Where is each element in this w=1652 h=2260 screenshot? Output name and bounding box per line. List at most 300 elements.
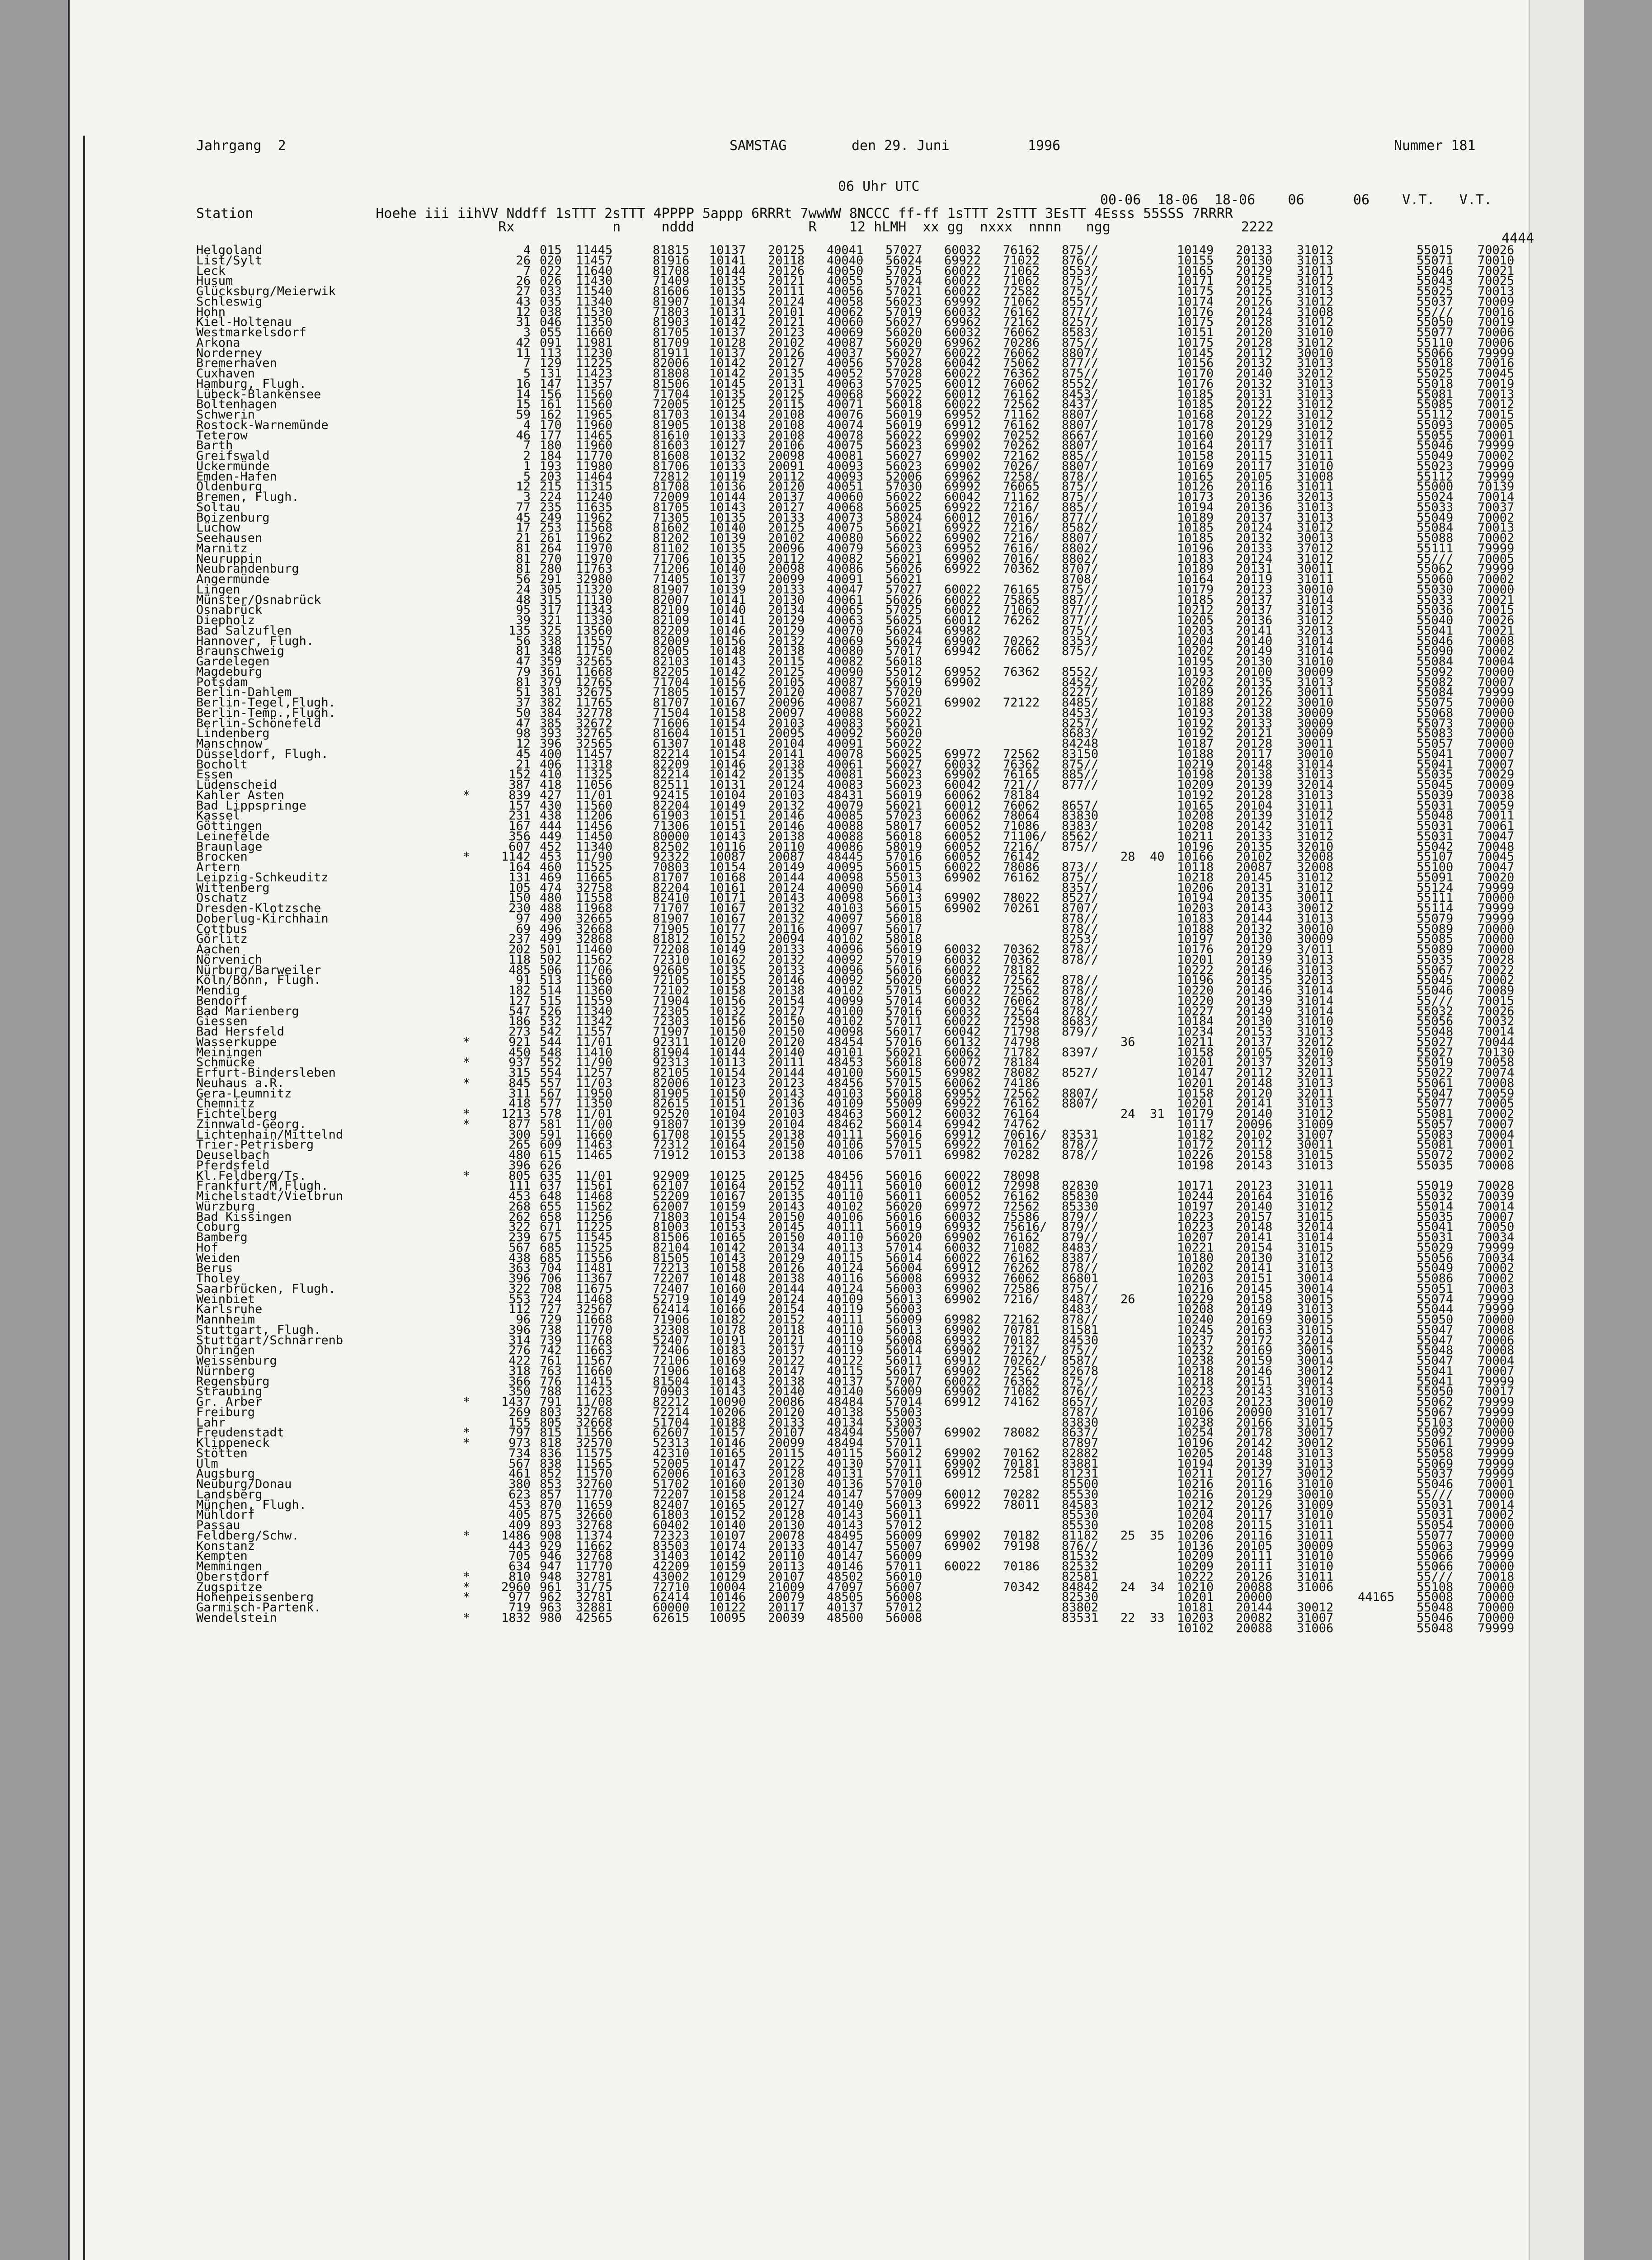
sunshine: 55033 (1417, 593, 1454, 607)
station-name: Lübeck-Blankensee (196, 387, 321, 401)
table-row (196, 420, 1543, 431)
clouds: 8557/ (1062, 294, 1099, 309)
precipitation: 69962 (944, 469, 981, 484)
n-dd-ff: 71706 (653, 551, 690, 566)
min-temp: 20164 (1236, 1189, 1273, 1203)
table-row (196, 1603, 1543, 1613)
sunshine: 55049 (1417, 449, 1454, 463)
n-dd-ff: 82103 (653, 654, 690, 669)
station-height: 157 (508, 798, 531, 813)
station-height: 268 (508, 1199, 531, 1214)
temperature: 10156 (709, 993, 746, 1008)
precipitation: 69912 (944, 1467, 981, 1481)
n-dd-ff: 82009 (653, 634, 690, 648)
dewpoint: 20091 (768, 459, 805, 473)
sunshine: 55083 (1417, 1127, 1454, 1142)
max-temp: 10201 (1177, 1097, 1214, 1111)
precipitation: 69902 (944, 1539, 981, 1553)
clouds: 87897 (1062, 1436, 1099, 1450)
ground-min: 31011 (1297, 572, 1334, 586)
station-height: 553 (508, 1292, 531, 1306)
temperature: 10120 (709, 1035, 746, 1049)
table-row (196, 379, 1543, 390)
clouds: 875// (1062, 839, 1099, 854)
sunshine: 55090 (1417, 644, 1454, 659)
min-temp: 20148 (1236, 757, 1273, 772)
max-temp: 10147 (1177, 1066, 1214, 1080)
clouds: 8453/ (1062, 706, 1099, 720)
station-name: Ulm (196, 1456, 218, 1471)
temperature: 10149 (709, 1292, 746, 1306)
tendency: 56021 (885, 551, 922, 566)
sunshine: 55062 (1417, 562, 1454, 576)
n-dd-ff: 81707 (653, 696, 690, 710)
clouds: 81581 (1062, 1323, 1099, 1337)
dewpoint: 20138 (768, 1374, 805, 1389)
sunshine: 55044 (1417, 1302, 1454, 1317)
rain-total: 70021 (1478, 593, 1515, 607)
clouds: 878// (1062, 1313, 1099, 1327)
weather: 76062 (1003, 644, 1040, 659)
tendency: 56014 (885, 1117, 922, 1131)
table-row (196, 870, 1543, 885)
station-index: 449 (540, 829, 562, 843)
tendency: 56008 (885, 1333, 922, 1347)
n-dd-ff: 71912 (653, 1148, 690, 1162)
table-row (196, 1569, 1543, 1584)
n-dd-ff: 81907 (653, 294, 690, 309)
sunshine: 55046 (1417, 1610, 1454, 1625)
ir-ix-h-vv: 11481 (576, 1261, 613, 1276)
clouds: 877// (1062, 356, 1099, 371)
sunshine: 55048 (1417, 1343, 1454, 1358)
dewpoint: 20116 (768, 922, 805, 936)
n-dd-ff: 72303 (653, 1014, 690, 1029)
rain-total: 79999 (1478, 438, 1515, 453)
max-temp: 10168 (1177, 408, 1214, 422)
clouds: 8807/ (1062, 1097, 1099, 1111)
ir-ix-h-vv: 32565 (576, 654, 613, 669)
rain-total: 70013 (1478, 521, 1515, 535)
station-name: Leipzig-Schkeuditz (196, 870, 329, 885)
sunshine: 55057 (1417, 1117, 1454, 1131)
pressure: 40111 (827, 1179, 864, 1193)
station-height: 480 (508, 1148, 531, 1162)
max-temp: 10223 (1177, 1210, 1214, 1224)
station-height: 623 (508, 1487, 531, 1502)
min-temp: 20126 (1236, 1569, 1273, 1584)
table-row (196, 767, 1543, 782)
station-height: 797 (508, 1426, 531, 1440)
min-temp: 20140 (1236, 1199, 1273, 1214)
rain-total: 70002 (1478, 1261, 1515, 1276)
tendency: 55013 (885, 870, 922, 885)
dewpoint: 20133 (768, 942, 805, 956)
sunshine: 55036 (1417, 603, 1454, 617)
dewpoint: 20102 (768, 335, 805, 350)
temperature: 10137 (709, 572, 746, 586)
pressure: 40124 (827, 1281, 864, 1296)
ir-ix-h-vv: 11056 (576, 778, 613, 792)
ir-ix-h-vv: 31/75 (576, 1580, 613, 1594)
dewpoint: 20132 (768, 901, 805, 915)
sunshine: 55045 (1417, 778, 1454, 792)
precipitation: 69902 (944, 1230, 981, 1244)
weather: 70362 (1003, 952, 1040, 967)
ground-min: 31013 (1297, 767, 1334, 782)
ground-min: 31011 (1297, 449, 1334, 463)
tendency: 56017 (885, 1364, 922, 1378)
ir-ix-h-vv: 11562 (576, 1199, 613, 1214)
tendency: 57009 (885, 1487, 922, 1502)
max-temp: 10203 (1177, 1610, 1214, 1625)
dewpoint: 20146 (768, 819, 805, 833)
station-height: 443 (508, 1539, 531, 1553)
station-name: Tholey (196, 1271, 240, 1285)
pressure: 40071 (827, 397, 864, 412)
tendency: 56022 (885, 706, 922, 720)
ground-min: 31009 (1297, 1497, 1334, 1512)
sunshine: 55081 (1417, 1107, 1454, 1121)
volume-label: Jahrgang 2 (196, 138, 286, 154)
weather: 78184 (1003, 1055, 1040, 1070)
dewpoint: 20133 (768, 582, 805, 597)
temperature: 10156 (709, 634, 746, 648)
n-dd-ff: 81907 (653, 911, 690, 926)
station-index: 554 (540, 1066, 562, 1080)
ground-min: 31011 (1297, 264, 1334, 278)
min-temp: 20132 (1236, 377, 1273, 391)
max-temp: 10189 (1177, 562, 1214, 576)
table-row (196, 1078, 1543, 1089)
sunshine: 55051 (1417, 1281, 1454, 1296)
tendency: 56018 (885, 1086, 922, 1101)
precipitation: 69902 (944, 901, 981, 915)
precipitation: 69902 (944, 767, 981, 782)
mountain-marker: * (463, 1395, 471, 1409)
pressure: 40147 (827, 1539, 864, 1553)
station-name: Aachen (196, 942, 240, 956)
station-index: 615 (540, 1148, 562, 1162)
max-temp: 10240 (1177, 1313, 1214, 1327)
precipitation: 69902 (944, 1323, 981, 1337)
mountain-marker: * (463, 1528, 471, 1543)
min-temp: 20102 (1236, 850, 1273, 864)
weather: 74762 (1003, 1117, 1040, 1131)
min-temp: 20146 (1236, 1364, 1273, 1378)
clouds: 81182 (1062, 1528, 1099, 1543)
clouds: 878// (1062, 942, 1099, 956)
precipitation: 69962 (944, 315, 981, 330)
ground-min: 31012 (1297, 1251, 1334, 1265)
tendency: 57016 (885, 850, 922, 864)
ir-ix-h-vv: 11367 (576, 1271, 613, 1285)
station-height: 11 (516, 346, 531, 360)
precipitation: 60032 (944, 305, 981, 319)
station-index: 156 (540, 387, 562, 401)
clouds: 8483/ (1062, 1302, 1099, 1317)
station-name: Zugspitze (196, 1580, 263, 1594)
tendency: 57028 (885, 356, 922, 371)
n-dd-ff: 71606 (653, 716, 690, 730)
temperature: 10206 (709, 1405, 746, 1419)
temperature: 10148 (709, 644, 746, 659)
precipitation: 60032 (944, 1210, 981, 1224)
n-dd-ff: 81708 (653, 264, 690, 278)
ir-ix-h-vv: 42565 (576, 1610, 613, 1625)
station-height: 59 (516, 408, 531, 422)
station-height: 150 (508, 891, 531, 905)
clouds: 84842 (1062, 1580, 1099, 1594)
dewpoint: 20097 (768, 706, 805, 720)
station-index: 291 (540, 572, 562, 586)
min-temp: 20138 (1236, 767, 1273, 782)
rain-total: 70000 (1478, 582, 1515, 597)
station-index: 544 (540, 1035, 562, 1049)
n-dd-ff: 81610 (653, 428, 690, 443)
clouds: 8483/ (1062, 1240, 1099, 1255)
n-dd-ff: 71405 (653, 572, 690, 586)
rain-total: 70039 (1478, 1189, 1515, 1203)
tendency: 56019 (885, 418, 922, 432)
station-index: 235 (540, 500, 562, 514)
ground-min: 31012 (1297, 829, 1334, 843)
tendency: 57020 (885, 685, 922, 700)
n-dd-ff: 82007 (653, 593, 690, 607)
station-height: 95 (516, 603, 531, 617)
table-row (196, 253, 1543, 268)
pressure: 40060 (827, 315, 864, 330)
sunshine: 55031 (1417, 798, 1454, 813)
precipitation: 60042 (944, 1025, 981, 1039)
min-temp: 20117 (1236, 1508, 1273, 1522)
weather: 72562 (1003, 397, 1040, 412)
ground-min: 31009 (1297, 1117, 1334, 1131)
dewpoint: 20138 (768, 1127, 805, 1142)
min-temp: 20125 (1236, 274, 1273, 288)
n-dd-ff: 72207 (653, 1487, 690, 1502)
ground-min: 31006 (1297, 1580, 1334, 1594)
sunshine: 55022 (1417, 1066, 1454, 1080)
dewpoint: 20112 (768, 469, 805, 484)
max-temp: 10206 (1177, 1528, 1214, 1543)
precipitation: 69932 (944, 1333, 981, 1347)
precipitation: 69982 (944, 1313, 981, 1327)
ground-min: 31011 (1297, 1179, 1334, 1193)
sunshine: 55/// (1417, 993, 1454, 1008)
tendency: 57011 (885, 1436, 922, 1450)
n-dd-ff: 82204 (653, 798, 690, 813)
clouds: 82532 (1062, 1559, 1099, 1573)
weather: 70616/ (1003, 1127, 1047, 1142)
temperature: 10090 (709, 1395, 746, 1409)
n-dd-ff: 72812 (653, 469, 690, 484)
mountain-marker: * (463, 1055, 471, 1070)
station-height: 17 (516, 521, 531, 535)
weather: 76262 (1003, 1261, 1040, 1276)
tendency: 56019 (885, 675, 922, 689)
ground-min: 31012 (1297, 870, 1334, 885)
max-temp: 10179 (1177, 582, 1214, 597)
station-name: Weinbiet (196, 1292, 255, 1306)
rain-total: 70014 (1478, 1025, 1515, 1039)
dewpoint: 20096 (768, 696, 805, 710)
tendency: 56011 (885, 1354, 922, 1368)
ir-ix-h-vv: 11460 (576, 942, 613, 956)
max-temp: 10181 (1177, 1601, 1214, 1615)
min-temp: 20140 (1236, 634, 1273, 648)
ground-min: 31012 (1297, 428, 1334, 443)
station-height: 3 (523, 490, 531, 504)
sunshine: 55046 (1417, 634, 1454, 648)
station-height: 1486 (501, 1528, 531, 1543)
ir-ix-h-vv: 32768 (576, 1549, 613, 1563)
temperature: 10148 (709, 1271, 746, 1285)
rain-total: 70047 (1478, 860, 1515, 874)
tendency: 56007 (885, 1580, 922, 1594)
n-dd-ff: 81904 (653, 1045, 690, 1059)
station-index: 215 (540, 480, 562, 494)
station-name: Görlitz (196, 932, 248, 946)
pressure: 40088 (827, 819, 864, 833)
temperature: 10150 (709, 1086, 746, 1101)
sunshine: 55041 (1417, 757, 1454, 772)
clouds: 8683/ (1062, 1014, 1099, 1029)
ir-ix-h-vv: 11962 (576, 531, 613, 545)
min-temp: 20128 (1236, 315, 1273, 330)
weather: 78011 (1003, 1497, 1040, 1512)
station-height: 322 (508, 1220, 531, 1234)
pressure: 40056 (827, 356, 864, 371)
tendency: 57010 (885, 1477, 922, 1491)
min-temp: 20135 (1236, 839, 1273, 854)
n-dd-ff: 51702 (653, 1477, 690, 1491)
min-temp: 20172 (1236, 1333, 1273, 1347)
ground-min: 31013 (1297, 1076, 1334, 1090)
rain-total: 79999 (1478, 459, 1515, 473)
rain-total: 70000 (1478, 664, 1515, 679)
min-temp: 20088 (1236, 1580, 1273, 1594)
ground-min: 32013 (1297, 973, 1334, 988)
pressure: 48463 (827, 1107, 864, 1121)
tendency: 56015 (885, 901, 922, 915)
sunshine: 55083 (1417, 726, 1454, 741)
weather: 70182 (1003, 1528, 1040, 1543)
pressure: 40137 (827, 1601, 864, 1615)
clouds: 887// (1062, 593, 1099, 607)
sunshine: 55045 (1417, 973, 1454, 988)
ground-min: 31015 (1297, 1148, 1334, 1162)
pressure: 40091 (827, 572, 864, 586)
dewpoint: 20086 (768, 1395, 805, 1409)
table-row (196, 654, 1543, 669)
precipitation: 60012 (944, 1487, 981, 1502)
rain-group-header: 4444 (1501, 231, 1534, 246)
ir-ix-h-vv: 11665 (576, 870, 613, 885)
table-row (196, 993, 1543, 1008)
weather: 70262/ (1003, 1354, 1047, 1368)
min-temp: 20137 (1236, 603, 1273, 617)
precipitation: 60032 (944, 1240, 981, 1255)
station-height: 418 (508, 1097, 531, 1111)
n-dd-ff: 82209 (653, 757, 690, 772)
dewpoint: 20133 (768, 963, 805, 977)
temperature: 10167 (709, 911, 746, 926)
tendency: 56021 (885, 521, 922, 535)
dewpoint: 20145 (768, 1220, 805, 1234)
station-name: Bocholt (196, 757, 248, 772)
rain-total: 79999 (1478, 901, 1515, 915)
tendency: 56020 (885, 726, 922, 741)
pressure: 40110 (827, 1189, 864, 1203)
pressure: 40085 (827, 809, 864, 823)
weather: 72562 (1003, 1364, 1040, 1378)
min-temp: 20130 (1236, 1251, 1273, 1265)
rain-total: 70007 (1478, 1210, 1515, 1224)
precipitation: 60062 (944, 1076, 981, 1090)
table-row (196, 358, 1543, 369)
pressure: 40090 (827, 880, 864, 895)
tendency: 57015 (885, 1138, 922, 1152)
pressure: 40134 (827, 1415, 864, 1430)
weather: 78082 (1003, 1066, 1040, 1080)
rain-total: 70002 (1478, 973, 1515, 988)
ground-min: 31012 (1297, 418, 1334, 432)
sunshine: 55092 (1417, 664, 1454, 679)
sunshine: 55031 (1417, 1497, 1454, 1512)
temperature: 10144 (709, 1045, 746, 1059)
pressure: 40093 (827, 459, 864, 473)
min-temp: 20148 (1236, 1076, 1273, 1090)
max-temp: 10189 (1177, 685, 1214, 700)
precipitation: 60032 (944, 1107, 981, 1121)
rain-total: 70005 (1478, 418, 1515, 432)
max-temp: 10208 (1177, 1518, 1214, 1532)
rain-total: 70000 (1478, 706, 1515, 720)
dewpoint: 20099 (768, 1436, 805, 1450)
ir-ix-h-vv: 11559 (576, 993, 613, 1008)
table-row (196, 798, 1543, 813)
station-index: 815 (540, 1426, 562, 1440)
pressure: 48505 (827, 1590, 864, 1605)
temperature: 10135 (709, 541, 746, 556)
max-temp: 10211 (1177, 1035, 1214, 1049)
table-row (196, 335, 1543, 350)
clouds: 8637/ (1062, 1426, 1099, 1440)
min-temp: 20139 (1236, 952, 1273, 967)
sunshine: 55037 (1417, 294, 1454, 309)
ground-min: 32008 (1297, 860, 1334, 874)
min-temp: 20169 (1236, 1343, 1273, 1358)
sunshine: 55/// (1417, 305, 1454, 319)
n-dd-ff: 71906 (653, 1364, 690, 1378)
n-dd-ff: 81708 (653, 480, 690, 494)
dewpoint: 20152 (768, 1313, 805, 1327)
max-temp: 10204 (1177, 634, 1214, 648)
min-temp: 20122 (1236, 397, 1273, 412)
ir-ix-h-vv: 11315 (576, 480, 613, 494)
dewpoint: 20096 (768, 541, 805, 556)
max-temp: 10176 (1177, 942, 1214, 956)
tendency: 56022 (885, 490, 922, 504)
station-name: Potsdam (196, 675, 248, 689)
tendency: 56019 (885, 408, 922, 422)
station-name: Wendelstein (196, 1610, 277, 1625)
station-index: 626 (540, 1158, 562, 1172)
precipitation: 60022 (944, 346, 981, 360)
pressure: 40111 (827, 1127, 864, 1142)
wind-gust: 28 40 (1120, 850, 1165, 864)
